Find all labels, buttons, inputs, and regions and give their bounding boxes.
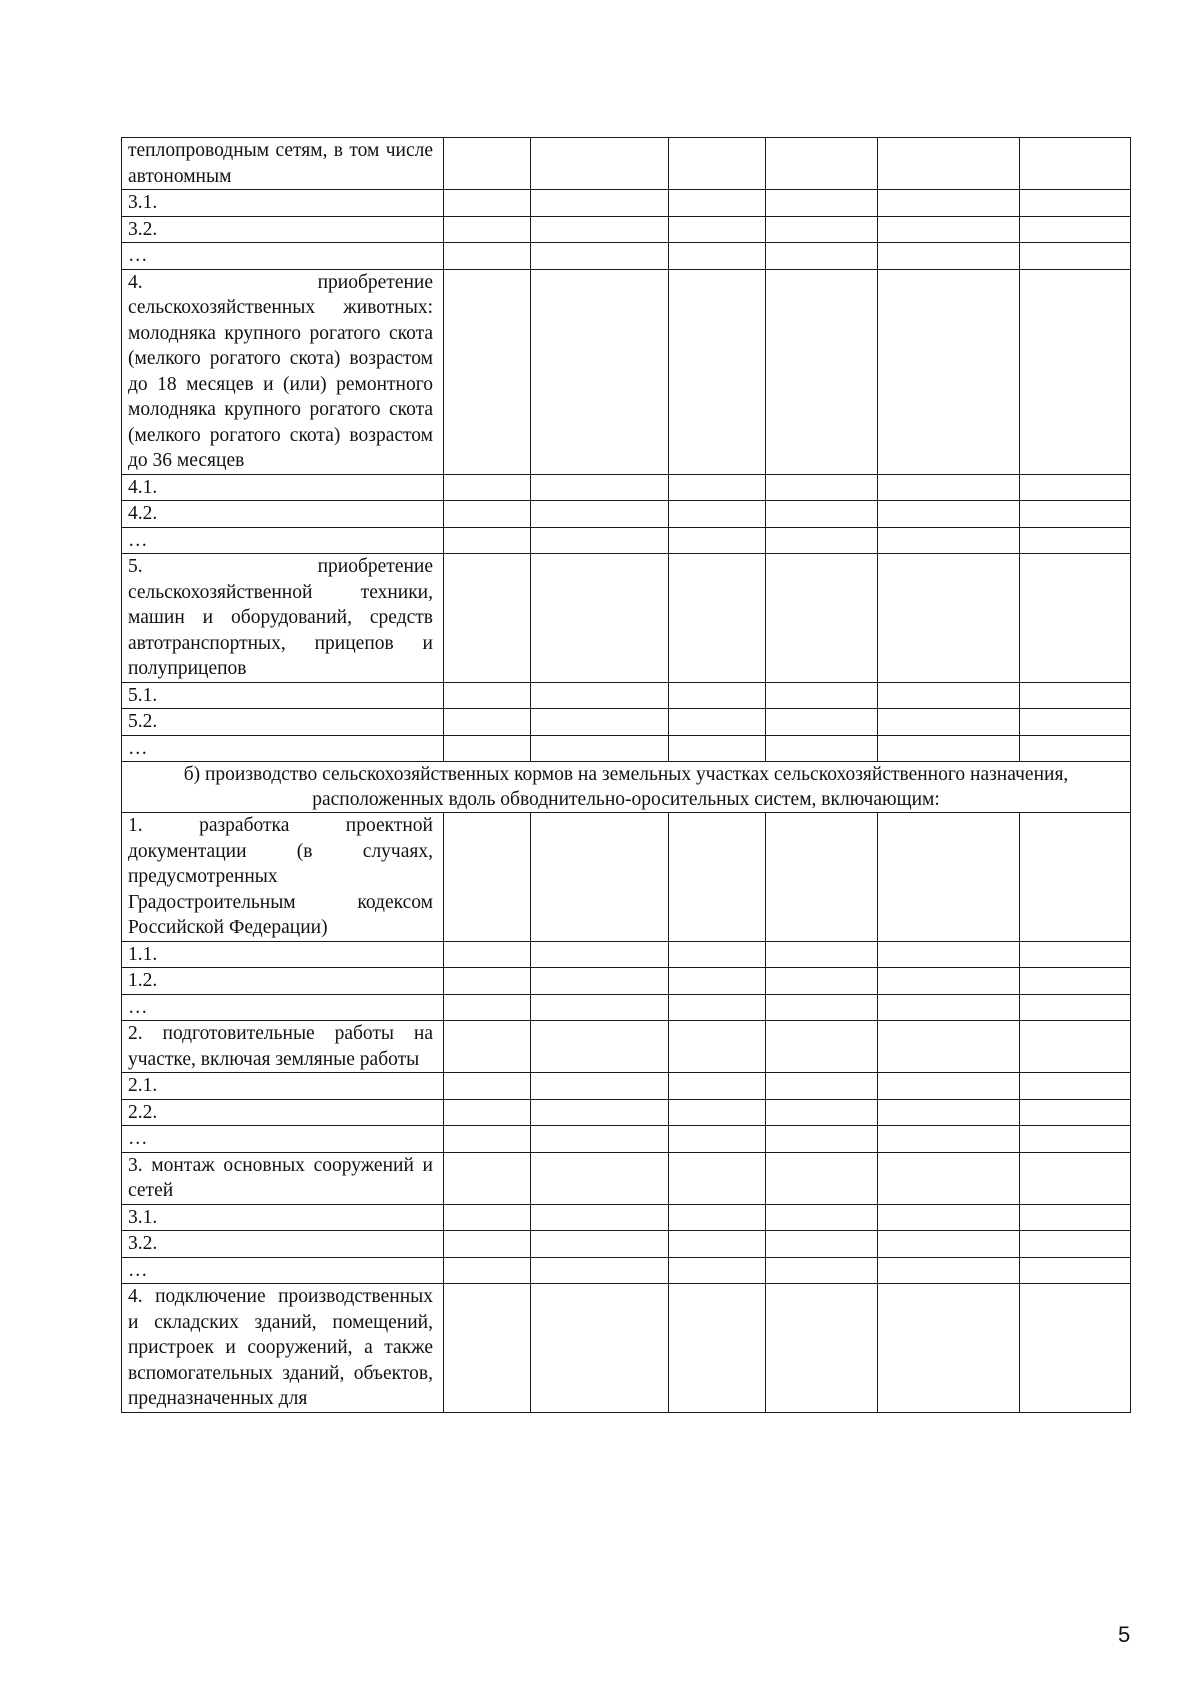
table-cell-empty	[766, 1073, 878, 1100]
table-row-subitem	[122, 243, 1131, 270]
table-cell-empty	[878, 1204, 1020, 1231]
table-cell-empty	[766, 1021, 878, 1073]
section-heading-b: б) производство сельскохозяйственных кормов на земельных участках сельскохозяйственного назначения, расположенных вдоль обводнительно-оросительных систем, включающим:	[122, 762, 1131, 813]
table-cell-empty	[669, 735, 766, 762]
table-cell-empty	[878, 501, 1020, 528]
table-cell-empty	[669, 190, 766, 217]
table-cell-empty	[531, 527, 669, 554]
table-cell-empty	[444, 1204, 531, 1231]
section-row	[122, 762, 1131, 813]
table-cell-empty	[1020, 1152, 1131, 1204]
table-cell-empty	[531, 1073, 669, 1100]
table-cell-empty	[669, 1284, 766, 1413]
table-cell-empty	[766, 1231, 878, 1258]
table-cell-empty	[531, 190, 669, 217]
table-cell-empty	[669, 968, 766, 995]
table-cell-empty	[669, 243, 766, 270]
table-cell-empty	[1020, 474, 1131, 501]
table-cell-empty	[531, 813, 669, 942]
table-cell-empty	[531, 1152, 669, 1204]
table-cell-empty	[766, 1257, 878, 1284]
table-cell-empty	[444, 1021, 531, 1073]
table-cell-empty	[1020, 527, 1131, 554]
table-cell-empty	[444, 554, 531, 683]
table-row-subitem	[122, 709, 1131, 736]
table-cell-empty	[1020, 1231, 1131, 1258]
table-row-item	[122, 813, 1131, 942]
row-label: 2.2.	[122, 1099, 444, 1126]
table-cell-empty	[766, 138, 878, 190]
table-cell-empty	[766, 813, 878, 942]
table-cell-empty	[766, 709, 878, 736]
table-row-item	[122, 269, 1131, 474]
row-label: 1. разработка проектной документации (в случаях, предусмотренных Градостроительным кодексом Российской Федерации)	[122, 813, 444, 942]
table-row-subitem	[122, 735, 1131, 762]
table-cell-empty	[444, 1231, 531, 1258]
table-cell-empty	[444, 138, 531, 190]
table-cell-empty	[444, 501, 531, 528]
row-label: …	[122, 994, 444, 1021]
table-cell-empty	[878, 941, 1020, 968]
table-cell-empty	[531, 968, 669, 995]
table-cell-empty	[878, 554, 1020, 683]
table-cell-empty	[444, 682, 531, 709]
table-row-item	[122, 1021, 1131, 1073]
table-cell-empty	[531, 554, 669, 683]
table-row-subitem	[122, 1204, 1131, 1231]
table-cell-empty	[1020, 709, 1131, 736]
table-cell-empty	[531, 501, 669, 528]
table-cell-empty	[878, 1284, 1020, 1413]
table-cell-empty	[444, 1073, 531, 1100]
table-cell-empty	[766, 1284, 878, 1413]
table-row-subitem	[122, 501, 1131, 528]
table-cell-empty	[444, 216, 531, 243]
row-label: 1.1.	[122, 941, 444, 968]
table-cell-empty	[444, 709, 531, 736]
table-row-item	[122, 138, 1131, 190]
table-cell-empty	[878, 527, 1020, 554]
table-cell-empty	[766, 501, 878, 528]
table-cell-empty	[444, 941, 531, 968]
row-label: 2. подготовительные работы на участке, включая земляные работы	[122, 1021, 444, 1073]
table-cell-empty	[531, 994, 669, 1021]
table-cell-empty	[766, 1152, 878, 1204]
table-cell-empty	[669, 554, 766, 683]
table-cell-empty	[766, 1099, 878, 1126]
table-cell-empty	[1020, 1284, 1131, 1413]
table-cell-empty	[878, 1231, 1020, 1258]
table-row-subitem	[122, 682, 1131, 709]
table-cell-empty	[1020, 501, 1131, 528]
table-row-subitem	[122, 216, 1131, 243]
table-cell-empty	[1020, 190, 1131, 217]
table-cell-empty	[1020, 1099, 1131, 1126]
table-cell-empty	[444, 735, 531, 762]
table-row-subitem	[122, 527, 1131, 554]
table-cell-empty	[766, 216, 878, 243]
table-cell-empty	[878, 1152, 1020, 1204]
table-cell-empty	[1020, 1073, 1131, 1100]
table-cell-empty	[531, 1284, 669, 1413]
table-cell-empty	[531, 1204, 669, 1231]
table-row-subitem	[122, 1073, 1131, 1100]
table-cell-empty	[1020, 243, 1131, 270]
table-cell-empty	[1020, 1204, 1131, 1231]
table-cell-empty	[531, 243, 669, 270]
table-cell-empty	[1020, 682, 1131, 709]
table-row-subitem	[122, 1099, 1131, 1126]
table-cell-empty	[669, 813, 766, 942]
table-cell-empty	[1020, 813, 1131, 942]
table-cell-empty	[444, 1257, 531, 1284]
table-row-subitem	[122, 994, 1131, 1021]
table-cell-empty	[669, 682, 766, 709]
table-cell-empty	[444, 813, 531, 942]
table-cell-empty	[531, 682, 669, 709]
table-cell-empty	[669, 1204, 766, 1231]
row-label: 1.2.	[122, 968, 444, 995]
table-cell-empty	[766, 941, 878, 968]
row-label: 3.1.	[122, 1204, 444, 1231]
table-cell-empty	[531, 1231, 669, 1258]
row-label: …	[122, 1126, 444, 1153]
table-cell-empty	[531, 138, 669, 190]
cost-table	[121, 137, 1131, 1413]
table-cell-empty	[878, 813, 1020, 942]
row-label: 3. монтаж основных сооружений и сетей	[122, 1152, 444, 1204]
table-cell-empty	[766, 682, 878, 709]
table-cell-empty	[444, 190, 531, 217]
table-cell-empty	[444, 1152, 531, 1204]
table-cell-empty	[669, 1073, 766, 1100]
table-row-subitem	[122, 190, 1131, 217]
table-cell-empty	[444, 1284, 531, 1413]
table-cell-empty	[878, 216, 1020, 243]
table-cell-empty	[531, 735, 669, 762]
table-cell-empty	[669, 994, 766, 1021]
table-cell-empty	[669, 501, 766, 528]
cost-table-body	[122, 138, 1131, 1413]
table-cell-empty	[531, 1021, 669, 1073]
table-row-item	[122, 1284, 1131, 1413]
table-cell-empty	[878, 269, 1020, 474]
table-cell-empty	[669, 527, 766, 554]
table-cell-empty	[766, 994, 878, 1021]
table-cell-empty	[1020, 1126, 1131, 1153]
table-cell-empty	[444, 474, 531, 501]
row-label: …	[122, 527, 444, 554]
table-cell-empty	[878, 968, 1020, 995]
row-label: теплопроводным сетям, в том числе автономным	[122, 138, 444, 190]
table-cell-empty	[531, 941, 669, 968]
table-cell-empty	[669, 216, 766, 243]
table-cell-empty	[766, 190, 878, 217]
table-cell-empty	[878, 1099, 1020, 1126]
row-label: 2.1.	[122, 1073, 444, 1100]
table-cell-empty	[444, 968, 531, 995]
table-cell-empty	[531, 1099, 669, 1126]
table-cell-empty	[444, 1126, 531, 1153]
table-cell-empty	[766, 735, 878, 762]
table-cell-empty	[878, 735, 1020, 762]
row-label: 3.2.	[122, 1231, 444, 1258]
table-cell-empty	[766, 554, 878, 683]
table-cell-empty	[766, 1204, 878, 1231]
table-cell-empty	[1020, 1257, 1131, 1284]
table-cell-empty	[531, 709, 669, 736]
table-cell-empty	[444, 269, 531, 474]
table-row-item	[122, 1152, 1131, 1204]
table-cell-empty	[531, 1126, 669, 1153]
table-cell-empty	[878, 1073, 1020, 1100]
table-cell-empty	[766, 527, 878, 554]
table-cell-empty	[1020, 735, 1131, 762]
table-row-item	[122, 554, 1131, 683]
page-number: 5	[1118, 1622, 1131, 1647]
table-cell-empty	[878, 138, 1020, 190]
table-cell-empty	[878, 682, 1020, 709]
table-cell-empty	[766, 968, 878, 995]
table-cell-empty	[878, 1257, 1020, 1284]
table-cell-empty	[669, 474, 766, 501]
table-row-subitem	[122, 1257, 1131, 1284]
table-cell-empty	[1020, 968, 1131, 995]
table-cell-empty	[878, 709, 1020, 736]
table-cell-empty	[766, 474, 878, 501]
table-cell-empty	[669, 1126, 766, 1153]
table-cell-empty	[878, 474, 1020, 501]
table-cell-empty	[766, 243, 878, 270]
table-cell-empty	[444, 994, 531, 1021]
table-cell-empty	[531, 269, 669, 474]
table-cell-empty	[878, 1126, 1020, 1153]
row-label: …	[122, 735, 444, 762]
row-label: 3.2.	[122, 216, 444, 243]
table-cell-empty	[444, 243, 531, 270]
table-cell-empty	[669, 1231, 766, 1258]
table-cell-empty	[531, 474, 669, 501]
table-cell-empty	[1020, 216, 1131, 243]
table-cell-empty	[444, 1099, 531, 1126]
table-cell-empty	[531, 1257, 669, 1284]
table-cell-empty	[878, 190, 1020, 217]
table-cell-empty	[669, 1021, 766, 1073]
row-label: 4.1.	[122, 474, 444, 501]
row-label: 5.2.	[122, 709, 444, 736]
table-cell-empty	[531, 216, 669, 243]
table-cell-empty	[1020, 554, 1131, 683]
row-label: 4. приобретение сельскохозяйственных животных: молодняка крупного рогатого скота (мелкого рогатого скота) возрастом до 18 месяцев и (или) ремонтного молодняка крупного рогатого скота (мелкого рогатого скота) возрастом до 36 месяцев	[122, 269, 444, 474]
table-cell-empty	[669, 709, 766, 736]
table-cell-empty	[878, 994, 1020, 1021]
table-row-subitem	[122, 941, 1131, 968]
table-row-subitem	[122, 474, 1131, 501]
table-cell-empty	[766, 1126, 878, 1153]
row-label: …	[122, 1257, 444, 1284]
table-cell-empty	[1020, 941, 1131, 968]
table-cell-empty	[766, 269, 878, 474]
row-label: 5.1.	[122, 682, 444, 709]
table-cell-empty	[669, 269, 766, 474]
row-label: 5. приобретение сельскохозяйственной техники, машин и оборудований, средств автотранспортных, прицепов и полуприцепов	[122, 554, 444, 683]
row-label: 4.2.	[122, 501, 444, 528]
table-row-subitem	[122, 968, 1131, 995]
table-cell-empty	[1020, 138, 1131, 190]
table-row-subitem	[122, 1231, 1131, 1258]
table-cell-empty	[1020, 994, 1131, 1021]
table-cell-empty	[878, 243, 1020, 270]
table-cell-empty	[669, 1099, 766, 1126]
table-cell-empty	[669, 941, 766, 968]
row-label: …	[122, 243, 444, 270]
row-label: 3.1.	[122, 190, 444, 217]
row-label: 4. подключение производственных и складских зданий, помещений, пристроек и сооружений, а также вспомогательных зданий, объектов, предназначенных для	[122, 1284, 444, 1413]
table-cell-empty	[669, 1257, 766, 1284]
table-cell-empty	[878, 1021, 1020, 1073]
table-cell-empty	[669, 138, 766, 190]
table-row-subitem	[122, 1126, 1131, 1153]
table-cell-empty	[1020, 1021, 1131, 1073]
table-cell-empty	[444, 527, 531, 554]
table-cell-empty	[1020, 269, 1131, 474]
table-cell-empty	[669, 1152, 766, 1204]
